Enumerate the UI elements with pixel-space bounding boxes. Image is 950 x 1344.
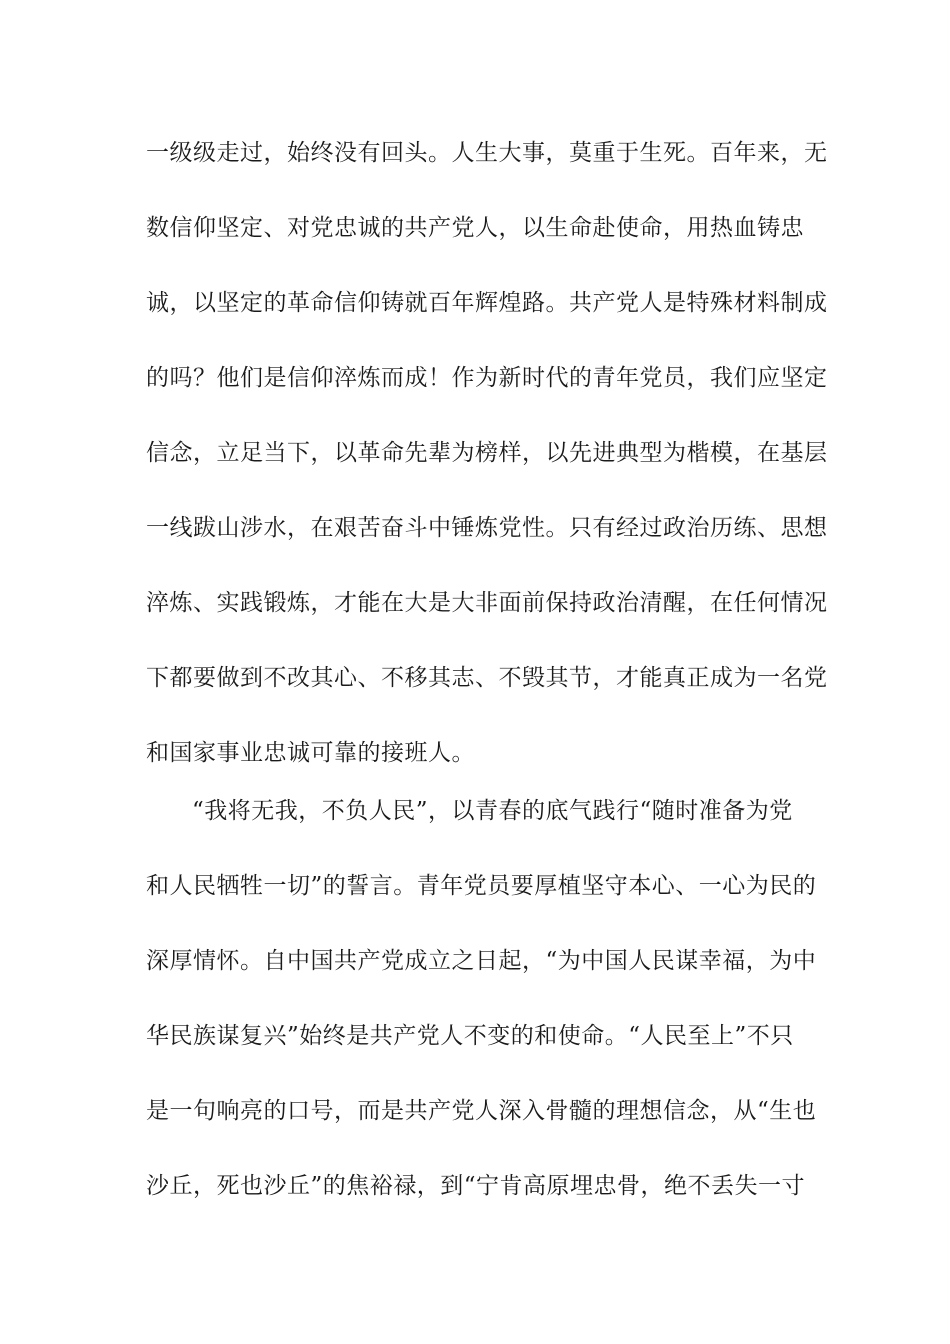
text-line: 是一句响亮的口号，而是共产党人深入骨髓的理想信念，从“生也 [146,1098,817,1124]
text-line: 一级级走过，始终没有回头。人生大事，莫重于生死。百年来，无 [146,140,828,166]
text-line: 华民族谋复兴”始终是共产党人不变的和使命。“人民至上”不只 [146,1023,794,1049]
text-line: 数信仰坚定、对党忠诚的共产党人，以生命赴使命，用热血铸忠 [146,215,804,241]
text-line: 和国家事业忠诚可靠的接班人。 [146,740,475,766]
text-line: 沙丘，死也沙丘”的焦裕禄，到“宁肯高原埋忠骨，绝不丢失一寸 [146,1173,806,1199]
text-line: 下都要做到不改其心、不移其志、不毁其节，才能真正成为一名党 [146,665,828,691]
paragraph-start-line: “我将无我，不负人民”，以青春的底气践行“随时准备为党 [192,798,793,824]
text-line: 一线跋山涉水，在艰苦奋斗中锤炼党性。只有经过政治历练、思想 [146,515,828,541]
text-line: 和人民牺牲一切”的誓言。青年党员要厚植坚守本心、一心为民的 [146,873,817,899]
text-line: 信念，立足当下，以革命先辈为榜样，以先进典型为楷模，在基层 [146,440,828,466]
text-line: 诚，以坚定的革命信仰铸就百年辉煌路。共产党人是特殊材料制成 [146,290,828,316]
text-line: 淬炼、实践锻炼，才能在大是大非面前保持政治清醒，在任何情况 [146,590,828,616]
text-line: 深厚情怀。自中国共产党成立之日起，“为中国人民谋幸福，为中 [146,948,817,974]
text-line: 的吗？他们是信仰淬炼而成！作为新时代的青年党员，我们应坚定 [146,365,828,391]
